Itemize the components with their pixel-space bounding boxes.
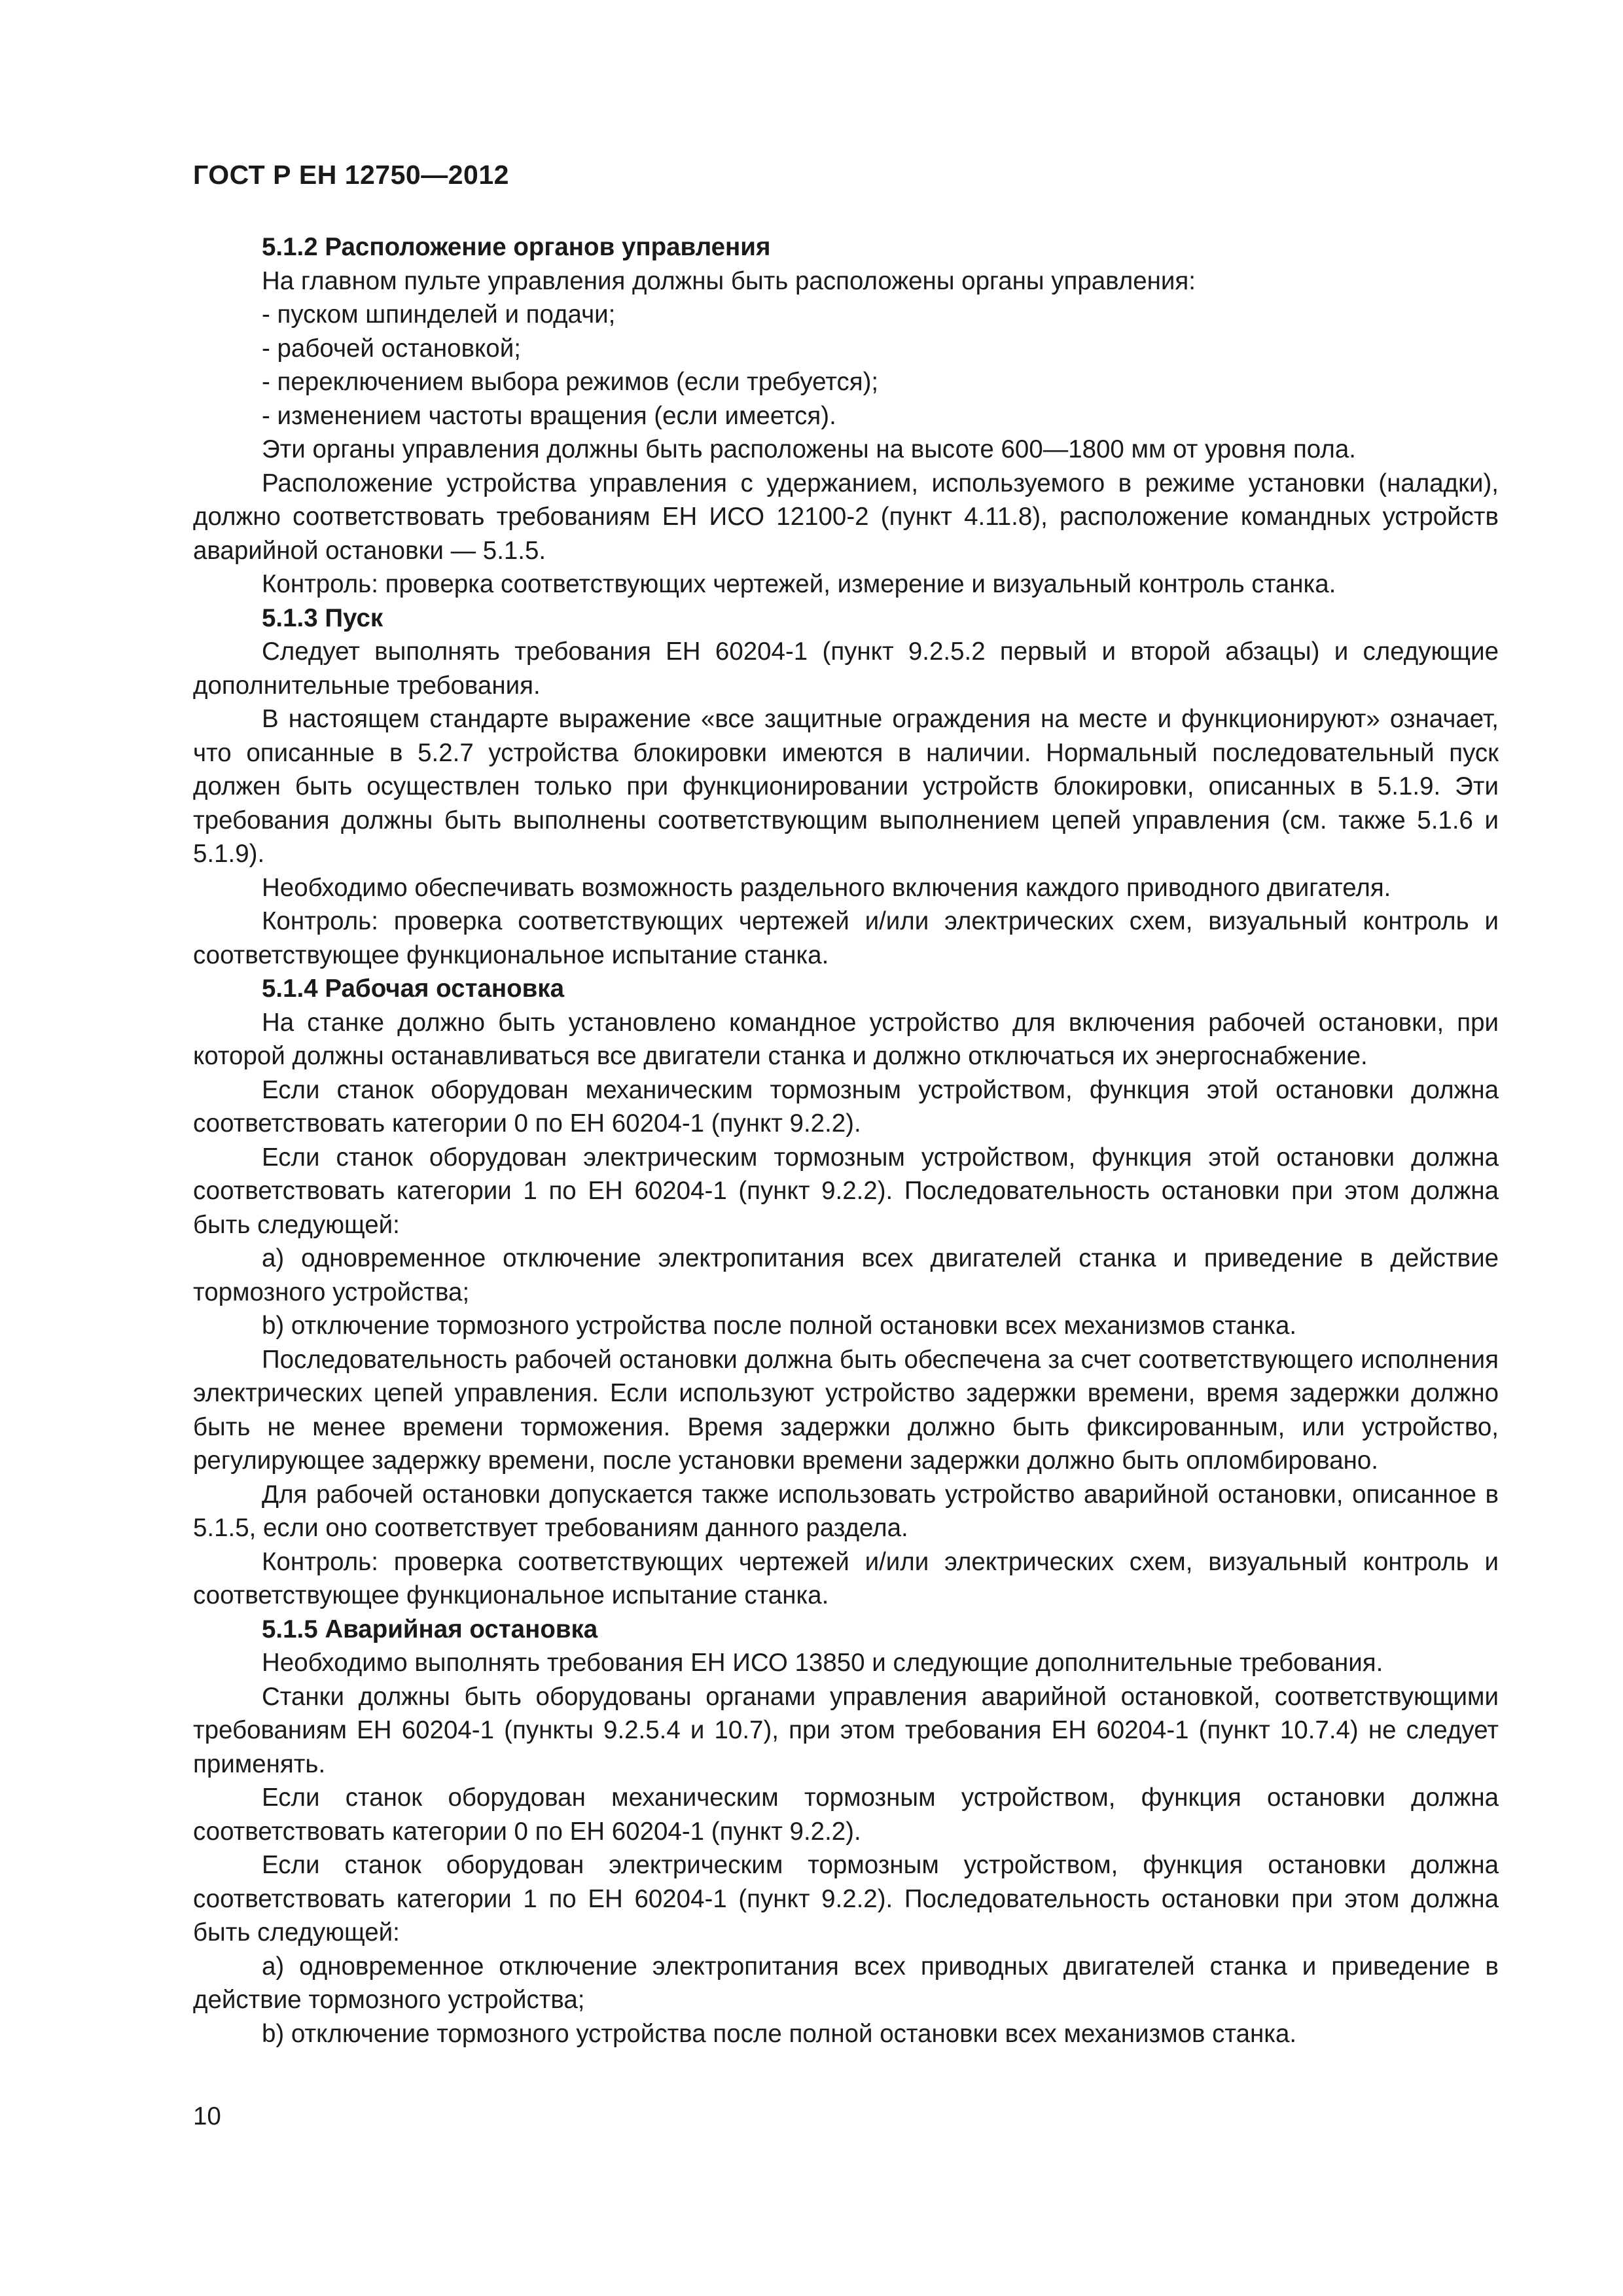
list-item: а) одновременное отключение электропитания всех двигателей станка и приведение в действие тормозного устройства; bbox=[193, 1244, 1499, 1306]
document-body bbox=[193, 230, 1499, 2051]
list-item: - переключением выбора режимов (если требуется); bbox=[262, 368, 879, 396]
paragraph: В настоящем стандарте выражение «все защитные ограждения на месте и функционируют» означает, что описанные в 5.2.7 устройства блокировки имеются в наличии. Нормальный последовательный пуск должен быть осуществлен только при функционировании устройств блокировки, описанных в 5.1.9. Эти требования должны быть выполнены соответствующим выполнением цепей управления (см. также 5.1.6 и 5.1.9). bbox=[193, 705, 1499, 868]
section-heading: 5.1.5 Аварийная остановка bbox=[262, 1615, 598, 1643]
section-5-1-4 bbox=[193, 972, 1499, 1613]
list-item: - рабочей остановкой; bbox=[262, 334, 521, 363]
paragraph: Для рабочей остановки допускается также использовать устройство аварийной остановки, описанное в 5.1.5, если оно соответствует требованиям данного раздела. bbox=[193, 1480, 1499, 1542]
paragraph: Необходимо обеспечивать возможность раздельного включения каждого приводного двигателя. bbox=[262, 873, 1391, 902]
paragraph: На станке должно быть установлено командное устройство для включения рабочей остановки, при которой должны останавливаться все двигатели станка и должно отключаться их энергоснабжение. bbox=[193, 1008, 1499, 1070]
paragraph: Если станок оборудован электрическим тормозным устройством, функция остановки должна соответствовать категории 1 по ЕН 60204-1 (пункт 9.2.2). Последовательность остановки при этом должна быть следующей: bbox=[193, 1851, 1499, 1946]
paragraph: Контроль: проверка соответствующих чертежей и/или электрических схем, визуальный контроль и соответствующее функциональное испытание станка. bbox=[193, 907, 1499, 969]
section-5-1-2 bbox=[193, 230, 1499, 601]
section-heading: 5.1.3 Пуск bbox=[262, 603, 383, 632]
paragraph: Контроль: проверка соответствующих чертежей и/или электрических схем, визуальный контроль и соответствующее функциональное испытание станка. bbox=[193, 1547, 1499, 1609]
paragraph: На главном пульте управления должны быть расположены органы управления: bbox=[262, 266, 1196, 295]
list-item: - изменением частоты вращения (если имеется). bbox=[262, 401, 836, 430]
section-5-1-5 bbox=[193, 1613, 1499, 2051]
paragraph: Следует выполнять требования ЕН 60204-1 (пункт 9.2.5.2 первый и второй абзацы) и следующие дополнительные требования. bbox=[193, 637, 1499, 700]
document-header: ГОСТ Р ЕН 12750—2012 bbox=[193, 160, 509, 190]
paragraph: Контроль: проверка соответствующих чертежей, измерение и визуальный контроль станка. bbox=[262, 570, 1336, 598]
section-heading: 5.1.4 Рабочая остановка bbox=[262, 975, 564, 1003]
section-5-1-3 bbox=[193, 601, 1499, 973]
list-item: а) одновременное отключение электропитания всех приводных двигателей станка и приведение в действие тормозного устройства; bbox=[193, 1952, 1499, 2014]
page-number: 10 bbox=[193, 2102, 221, 2130]
paragraph: Если станок оборудован механическим тормозным устройством, функция этой остановки должна соответствовать категории 0 по ЕН 60204-1 (пункт 9.2.2). bbox=[193, 1075, 1499, 1138]
list-item: b) отключение тормозного устройства после полной остановки всех механизмов станка. bbox=[262, 2019, 1297, 2048]
paragraph: Необходимо выполнять требования ЕН ИСО 13850 и следующие дополнительные требования. bbox=[262, 1649, 1383, 1677]
paragraph: Последовательность рабочей остановки должна быть обеспечена за счет соответствующего исполнения электрических цепей управления. Если используют устройство задержки времени, время задержки должно быть не менее времени торможения. Время задержки должно быть фиксированным, или устройство, регулирующее задержку времени, после установки времени задержки должно быть опломбировано. bbox=[193, 1345, 1499, 1475]
paragraph: Эти органы управления должны быть расположены на высоте 600—1800 мм от уровня пола. bbox=[262, 435, 1356, 463]
paragraph: Если станок оборудован электрическим тормозным устройством, функция этой остановки должна соответствовать категории 1 по ЕН 60204-1 (пункт 9.2.2). Последовательность остановки при этом должна быть следующей: bbox=[193, 1143, 1499, 1239]
paragraph: Расположение устройства управления с удержанием, используемого в режиме установки (наладки), должно соответствовать требованиям ЕН ИСО 12100-2 (пункт 4.11.8), расположение командных устройств аварийной остановки — 5.1.5. bbox=[193, 469, 1499, 565]
list-item: - пуском шпинделей и подачи; bbox=[262, 300, 616, 329]
section-heading: 5.1.2 Расположение органов управления bbox=[262, 233, 771, 261]
list-item: b) отключение тормозного устройства после полной остановки всех механизмов станка. bbox=[262, 1312, 1297, 1340]
paragraph: Станки должны быть оборудованы органами управления аварийной остановкой, соответствующими требованиям ЕН 60204-1 (пункты 9.2.5.4 и 10.7), при этом требования ЕН 60204-1 (пункт 10.7.4) не следует применять. bbox=[193, 1682, 1499, 1778]
paragraph: Если станок оборудован механическим тормозным устройством, функция остановки должна соответствовать категории 0 по ЕН 60204-1 (пункт 9.2.2). bbox=[193, 1784, 1499, 1846]
